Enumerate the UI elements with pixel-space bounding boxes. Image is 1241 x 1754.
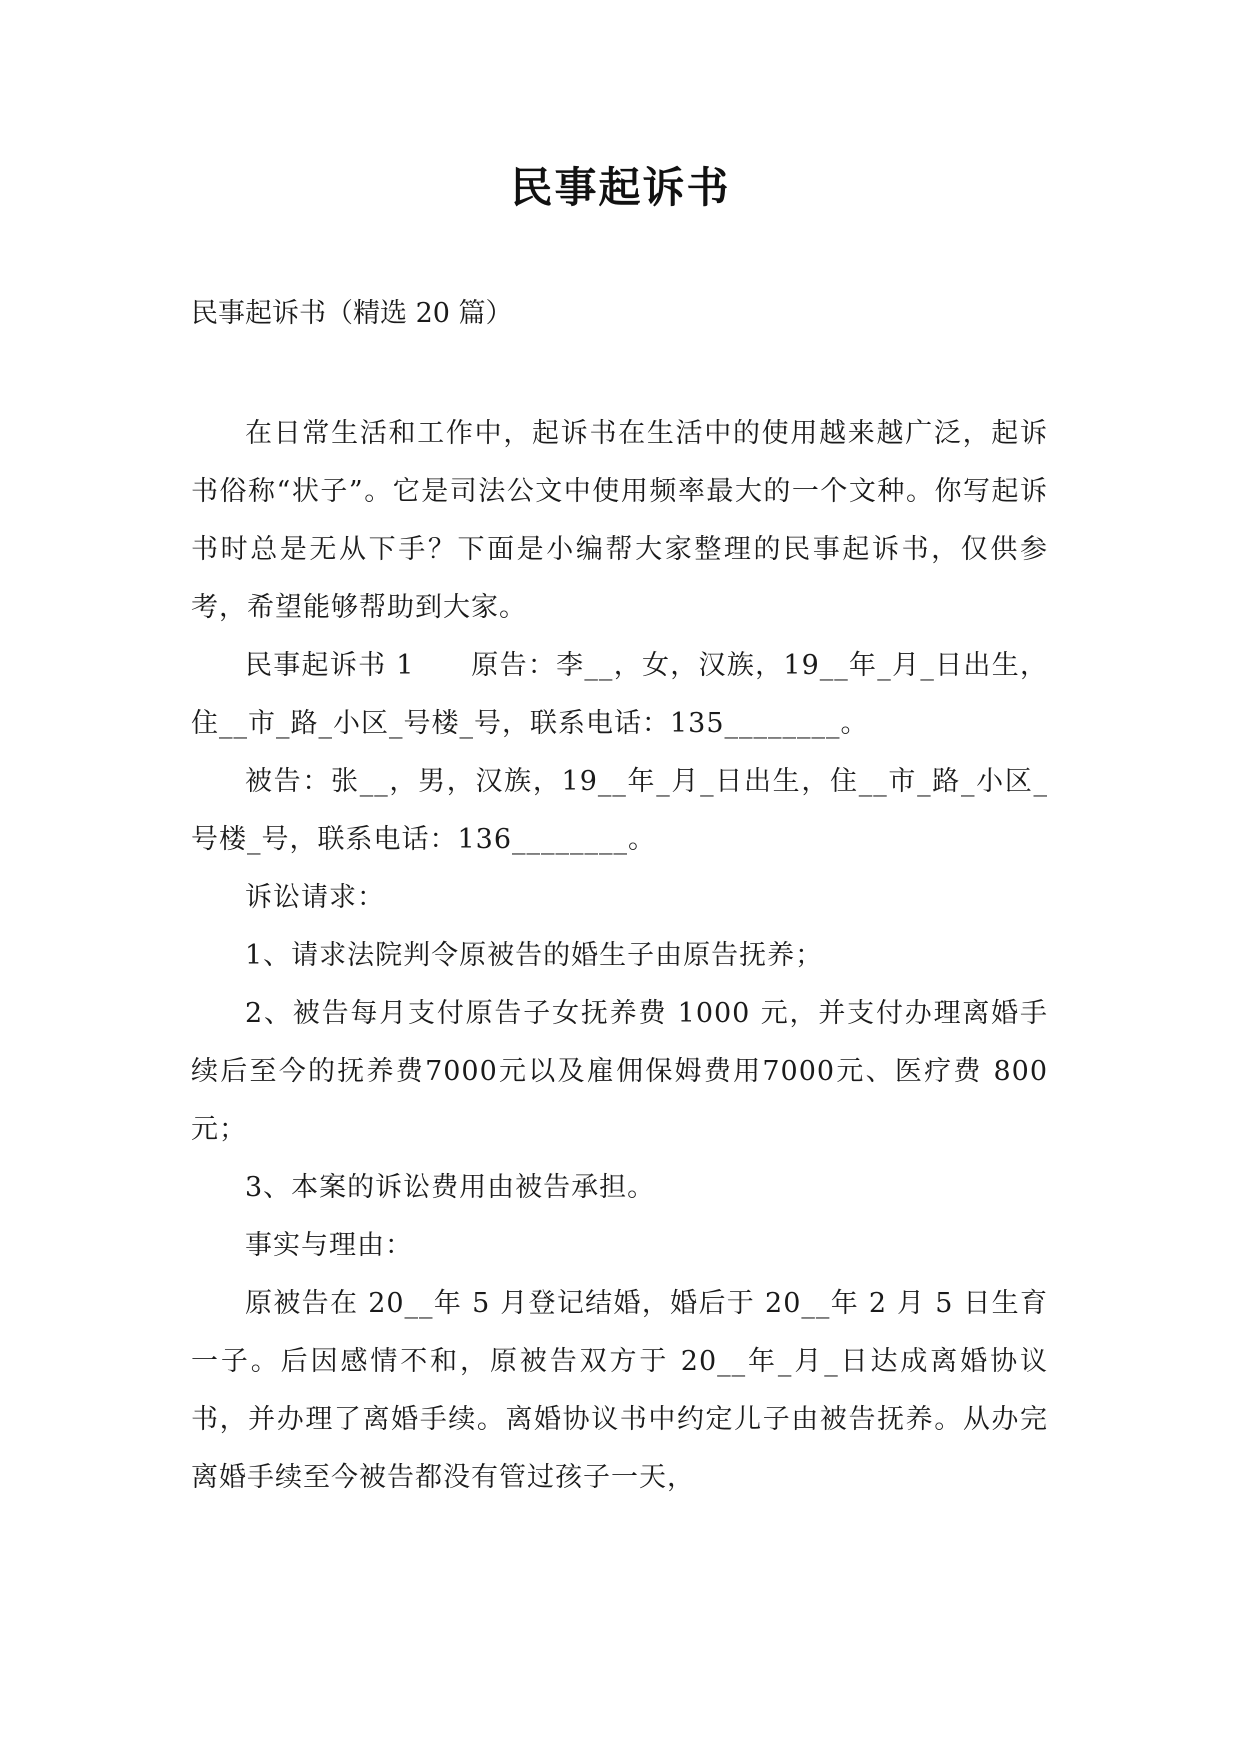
plaintiff-paragraph: 民事起诉书 1 原告：李__，女，汉族，19__年_月_日出生，住__市_路_小区_号楼_号，联系电话：135________。 (191, 650, 1048, 739)
facts-heading: 事实与理由： (245, 1230, 413, 1261)
document-body (191, 405, 1048, 1507)
claim-item-3: 3、本案的诉讼费用由被告承担。 (245, 1172, 656, 1203)
document-title: 民事起诉书 (510, 163, 731, 212)
claim-item-1: 1、请求法院判令原被告的婚生子由原告抚养； (245, 940, 824, 971)
document-subtitle: 民事起诉书（精选 20 篇） (191, 298, 513, 329)
facts-paragraph: 原被告在 20__年 5 月登记结婚，婚后于 20__年 2 月 5 日生育一子。后因感情不和，原被告双方于 20__年_月_日达成离婚协议书，并办理了离婚手续。离婚协议书中约定儿子由被告抚养。从办完离婚手续至今被告都没有管过孩子一天， (191, 1288, 1048, 1493)
intro-paragraph: 在日常生活和工作中，起诉书在生活中的使用越来越广泛，起诉书俗称“状子”。它是司法公文中使用频率最大的一个文种。你写起诉书时总是无从下手？下面是小编帮大家整理的民事起诉书，仅供参考，希望能够帮助到大家。 (191, 418, 1048, 623)
defendant-paragraph: 被告：张__，男，汉族，19__年_月_日出生，住__市_路_小区_号楼_号，联系电话：136________。 (191, 766, 1048, 855)
claims-heading: 诉讼请求： (245, 882, 385, 913)
claim-item-2: 2、被告每月支付原告子女抚养费 1000 元，并支付办理离婚手续后至今的抚养费7000元以及雇佣保姆费用7000元、医疗费 800 元； (191, 998, 1048, 1145)
